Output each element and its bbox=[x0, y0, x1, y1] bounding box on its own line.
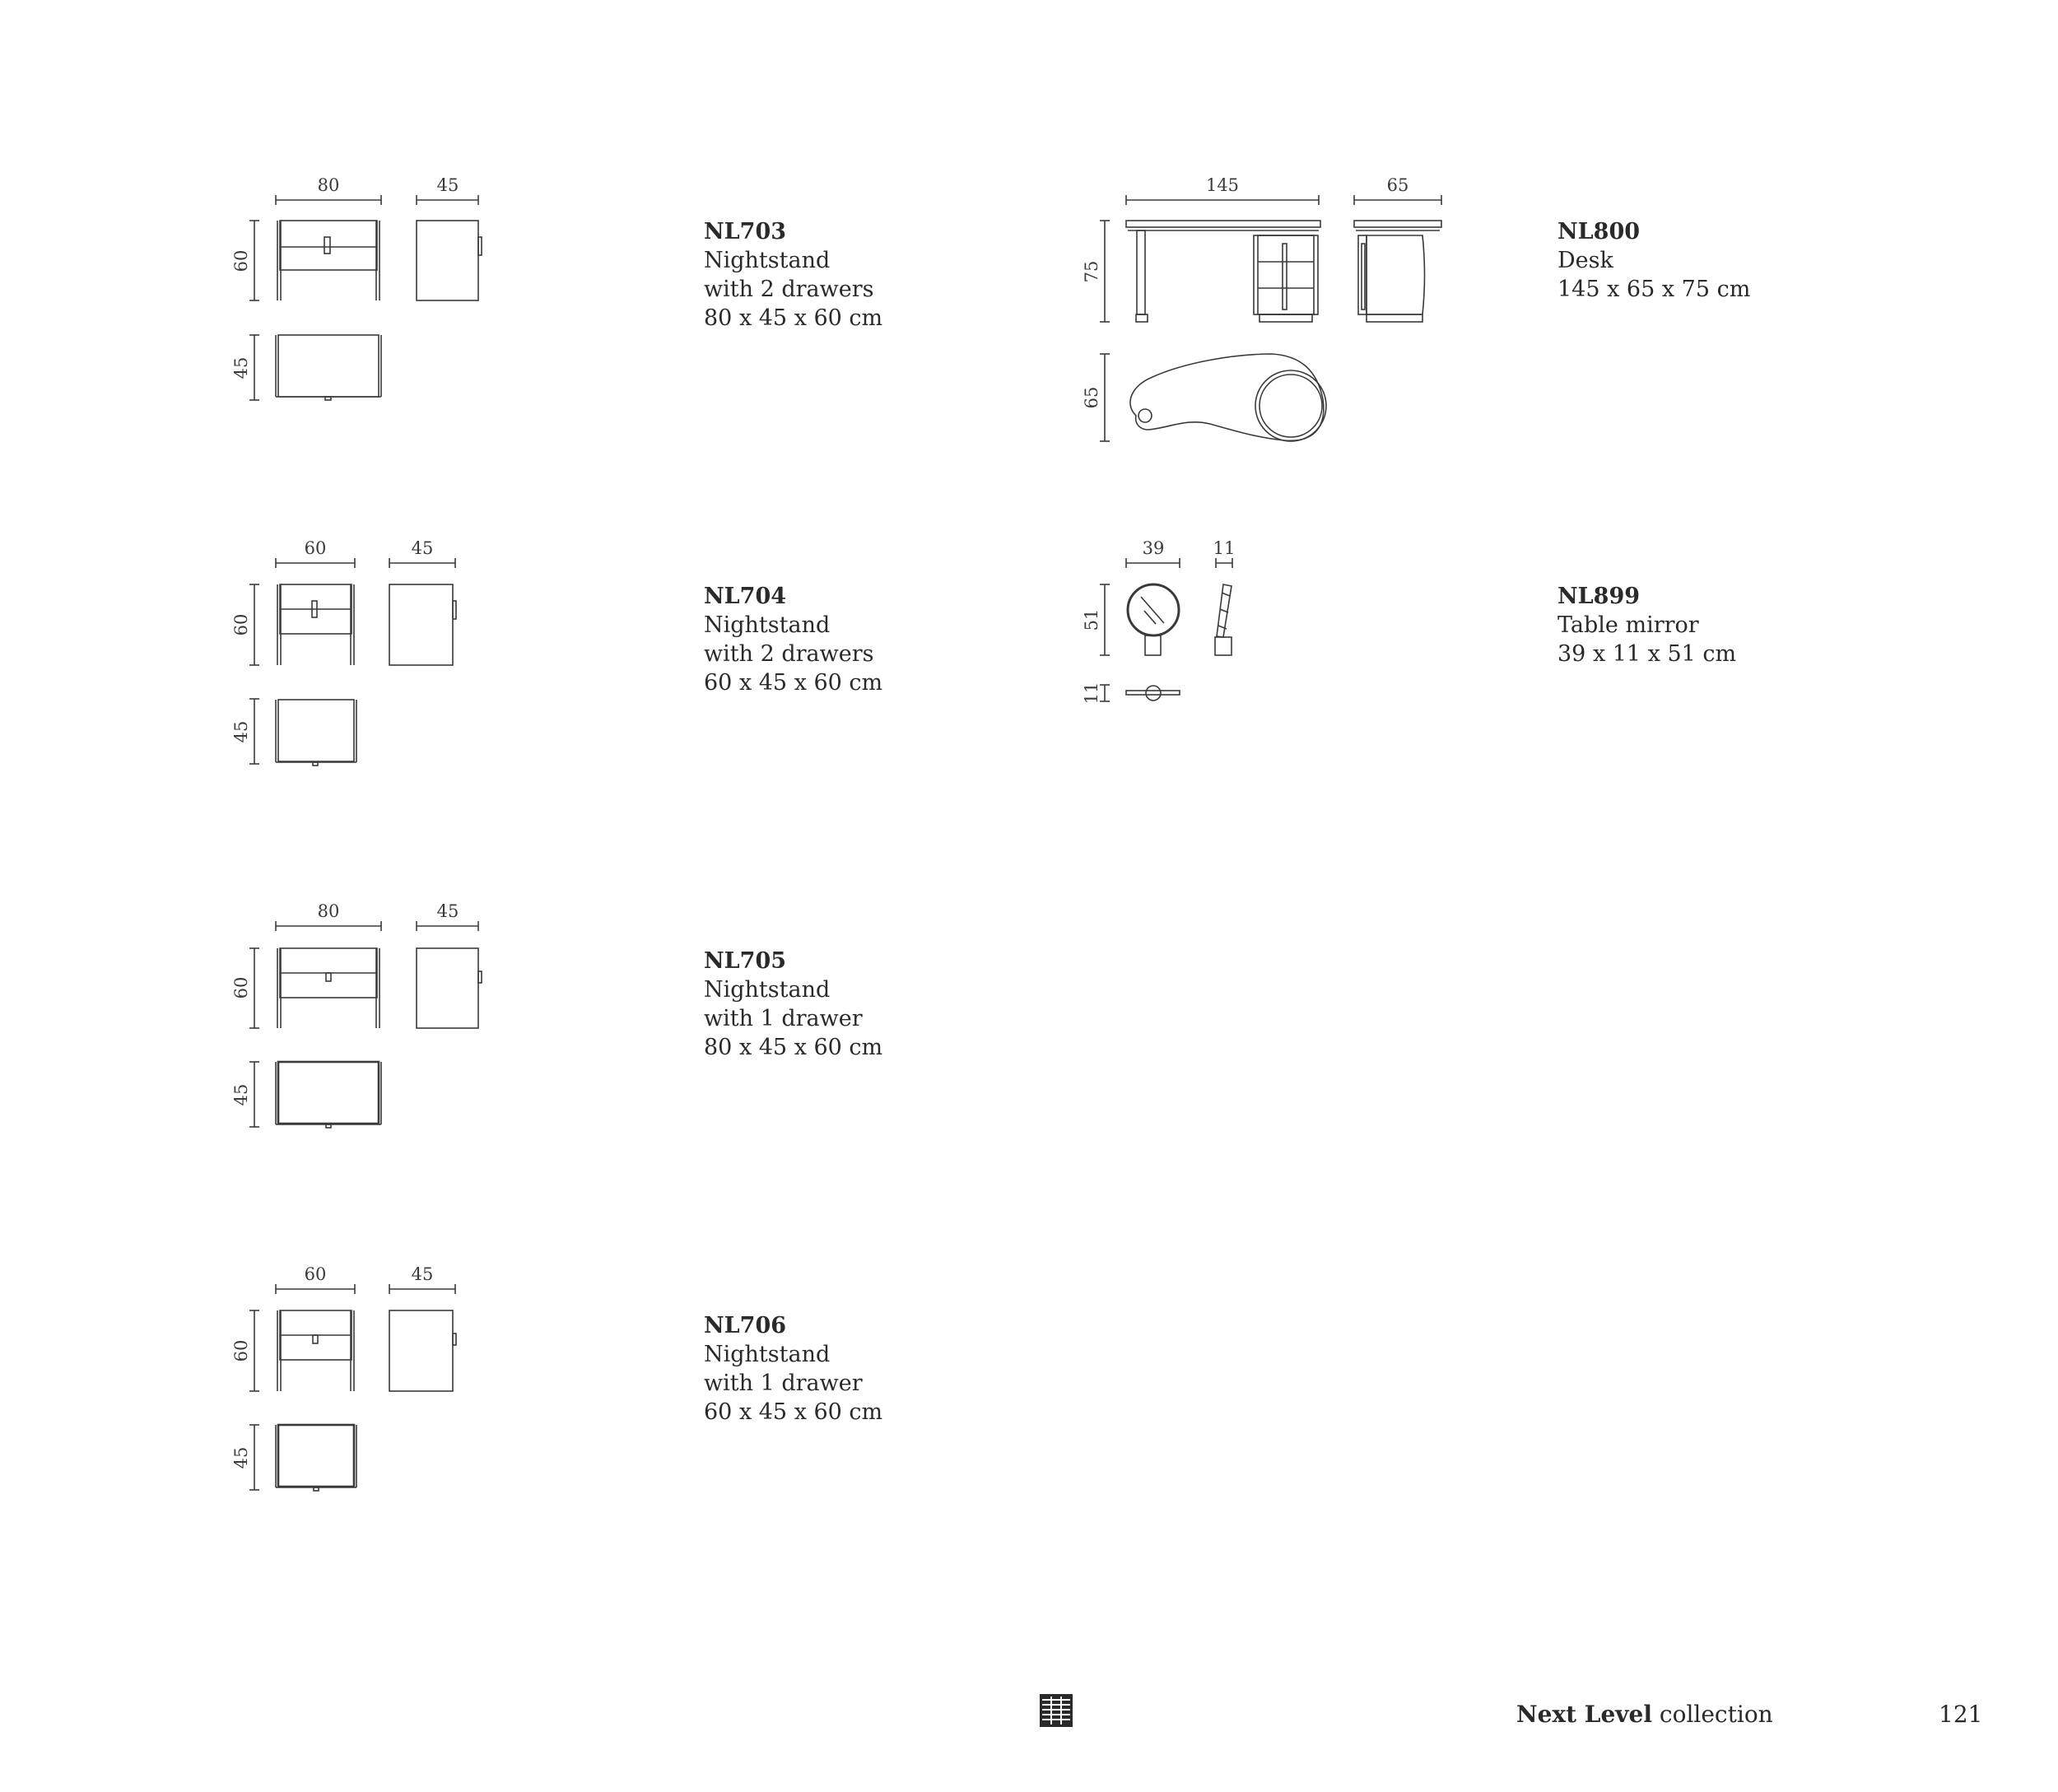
nl800-drawing bbox=[1100, 195, 1441, 441]
nl705-height-dim: 60 bbox=[231, 976, 251, 999]
nl800-depth-dim: 65 bbox=[1386, 175, 1409, 195]
nl706-plan-depth-dim: 45 bbox=[231, 1446, 251, 1469]
product-code: NL705 bbox=[704, 948, 787, 974]
nl704-drawing bbox=[249, 558, 456, 766]
product-size: 80 x 45 x 60 cm bbox=[704, 305, 883, 331]
nl706-depth-dim: 45 bbox=[411, 1264, 434, 1284]
product-size: 60 x 45 x 60 cm bbox=[704, 1399, 883, 1425]
product-nl706 bbox=[704, 1311, 882, 1427]
product-detail: 39 x 11 x 51 cm bbox=[1557, 641, 1737, 667]
nl704-depth-dim: 45 bbox=[411, 538, 434, 558]
product-name: Nightstand bbox=[704, 977, 831, 1003]
nl704-plan-depth-dim: 45 bbox=[231, 720, 251, 743]
product-nl800 bbox=[1557, 217, 1750, 304]
product-name: Desk bbox=[1557, 248, 1613, 273]
footer-brand-rest: collection bbox=[1652, 1701, 1773, 1728]
product-detail: 145 x 65 x 75 cm bbox=[1557, 277, 1751, 302]
product-detail: with 1 drawer bbox=[704, 1006, 863, 1031]
nl899-depth-dim: 11 bbox=[1213, 538, 1236, 558]
nl899-height-dim: 51 bbox=[1082, 608, 1101, 631]
nl800-plan-depth-dim: 65 bbox=[1082, 386, 1101, 409]
product-name: Table mirror bbox=[1557, 612, 1699, 638]
product-detail: with 2 drawers bbox=[704, 277, 874, 302]
nl703-height-dim: 60 bbox=[231, 249, 251, 272]
product-nl703 bbox=[704, 217, 882, 333]
nl899-plan-depth-dim: 11 bbox=[1082, 682, 1101, 705]
footer-brand bbox=[1516, 1701, 1773, 1728]
product-detail: with 2 drawers bbox=[704, 641, 874, 667]
product-detail: with 1 drawer bbox=[704, 1371, 863, 1396]
product-nl899 bbox=[1557, 582, 1736, 668]
product-nl704 bbox=[704, 582, 882, 697]
product-code: NL800 bbox=[1557, 219, 1641, 244]
nl705-depth-dim: 45 bbox=[436, 901, 459, 921]
product-name: Nightstand bbox=[704, 248, 831, 273]
nl706-height-dim: 60 bbox=[231, 1339, 251, 1362]
nl703-plan-depth-dim: 45 bbox=[231, 356, 251, 379]
nl703-width-dim: 80 bbox=[317, 175, 340, 195]
product-nl705 bbox=[704, 947, 882, 1062]
nl703-depth-dim: 45 bbox=[436, 175, 459, 195]
nl706-drawing bbox=[249, 1284, 456, 1491]
nl704-height-dim: 60 bbox=[231, 613, 251, 636]
nl899-width-dim: 39 bbox=[1142, 538, 1165, 558]
nl704-width-dim: 60 bbox=[304, 538, 327, 558]
nl705-width-dim: 80 bbox=[317, 901, 340, 921]
product-code: NL706 bbox=[704, 1313, 787, 1338]
nl706-width-dim: 60 bbox=[304, 1264, 327, 1284]
nl800-width-dim: 145 bbox=[1205, 175, 1240, 195]
page-number: 121 bbox=[1939, 1701, 1983, 1728]
product-size: 80 x 45 x 60 cm bbox=[704, 1035, 883, 1060]
nl800-height-dim: 75 bbox=[1082, 260, 1101, 283]
nl705-plan-depth-dim: 45 bbox=[231, 1083, 251, 1106]
nl703-drawing bbox=[249, 195, 482, 400]
product-name: Nightstand bbox=[704, 612, 831, 638]
product-code: NL899 bbox=[1557, 584, 1641, 609]
product-name: Nightstand bbox=[704, 1342, 831, 1367]
brand-logo-icon bbox=[1040, 1694, 1073, 1727]
product-code: NL703 bbox=[704, 219, 787, 244]
product-code: NL704 bbox=[704, 584, 787, 609]
footer-brand-bold: Next Level bbox=[1516, 1701, 1653, 1728]
nl899-drawing bbox=[1100, 558, 1232, 701]
product-size: 60 x 45 x 60 cm bbox=[704, 670, 883, 696]
nl705-drawing bbox=[249, 921, 482, 1128]
